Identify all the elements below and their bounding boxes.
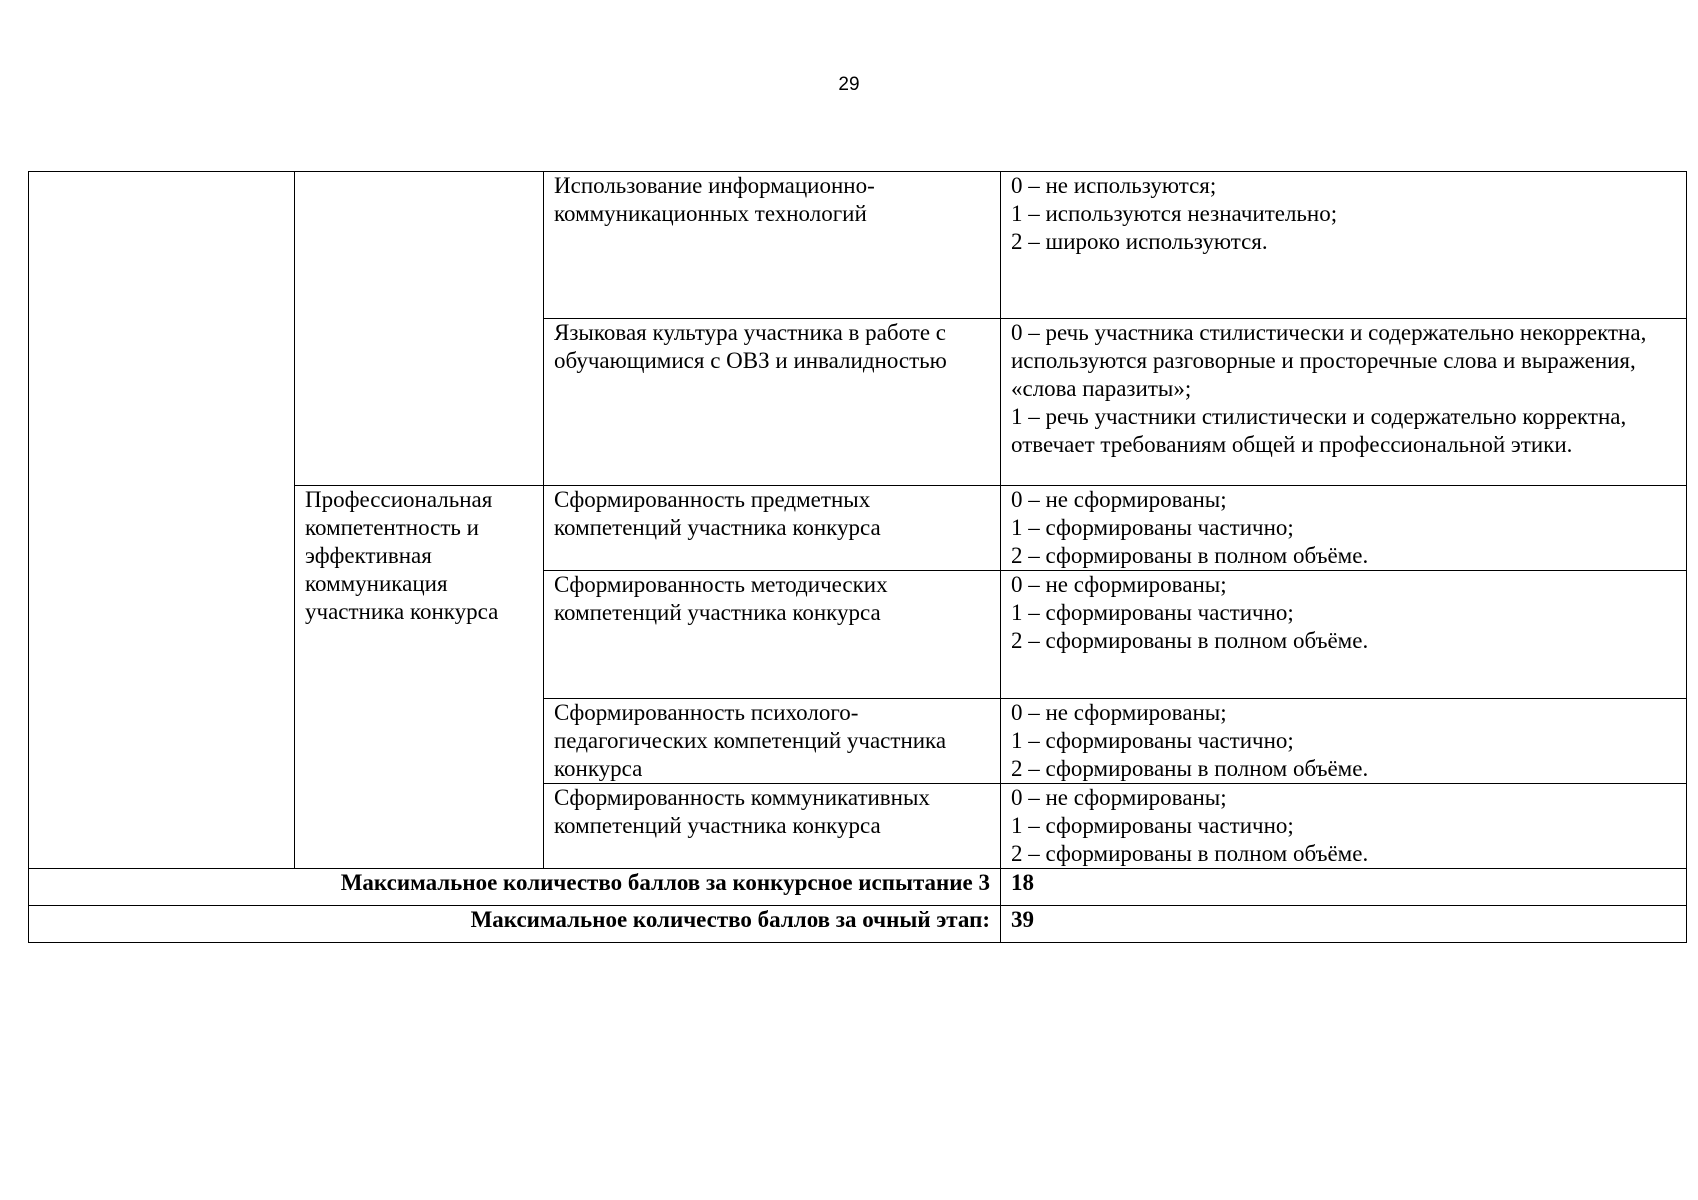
group-cell-empty	[295, 172, 544, 486]
total-label-test-3: Максимальное количество баллов за конкурсное испытание 3	[29, 869, 1001, 906]
scale-communicative-competence: 0 – не сформированы; 1 – сформированы частично; 2 – сформированы в полном объёме.	[1001, 784, 1687, 869]
page-number: 29	[838, 74, 860, 95]
table-row	[29, 172, 1687, 319]
indicator-psychological-competence: Сформированность психолого-педагогических компетенций участника конкурса	[544, 699, 1001, 784]
evaluation-table	[28, 171, 1687, 943]
indicator-ict: Использование информационно- коммуникационных технологий	[544, 172, 1001, 319]
total-row-test-3	[29, 869, 1687, 906]
scale-psychological-competence: 0 – не сформированы; 1 – сформированы частично; 2 – сформированы в полном объёме.	[1001, 699, 1687, 784]
criterion-cell-empty	[29, 172, 295, 869]
total-value-onsite-stage: 39	[1001, 906, 1687, 943]
total-label-onsite-stage: Максимальное количество баллов за очный этап:	[29, 906, 1001, 943]
total-value-test-3: 18	[1001, 869, 1687, 906]
group-professional-competence: Профессиональная компетентность и эффективная коммуникация участника конкурса	[295, 486, 544, 869]
indicator-subject-competence: Сформированность предметных компетенций участника конкурса	[544, 486, 1001, 571]
indicator-communicative-competence: Сформированность коммуникативных компетенций участника конкурса	[544, 784, 1001, 869]
scale-language-culture: 0 – речь участника стилистически и содержательно некорректна, используются разговорные и просторечные слова и выражения, «слова паразиты»; 1 – речь участники стилистически и содержательно корректна, отвечает требованиям общей и профессиональной этики.	[1001, 319, 1687, 486]
total-row-onsite-stage	[29, 906, 1687, 943]
scale-subject-competence: 0 – не сформированы; 1 – сформированы частично; 2 – сформированы в полном объёме.	[1001, 486, 1687, 571]
scale-ict: 0 – не используются; 1 – используются незначительно; 2 – широко используются.	[1001, 172, 1687, 319]
scale-methodical-competence: 0 – не сформированы; 1 – сформированы частично; 2 – сформированы в полном объёме.	[1001, 571, 1687, 699]
indicator-language-culture: Языковая культура участника в работе с обучающимися с ОВЗ и инвалидностью	[544, 319, 1001, 486]
indicator-methodical-competence: Сформированность методических компетенций участника конкурса	[544, 571, 1001, 699]
